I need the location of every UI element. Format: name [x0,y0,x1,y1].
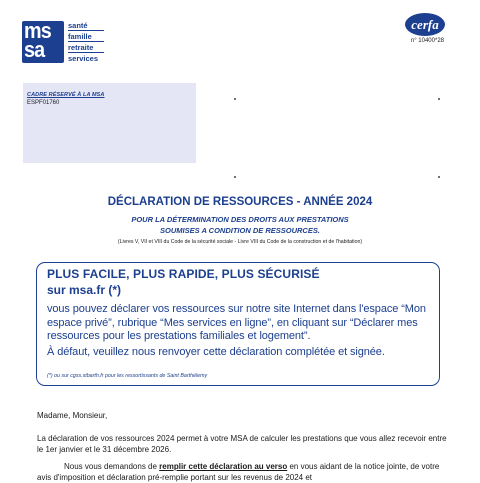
cerfa-number: n° 10400*28 [410,38,444,44]
online-declaration-callout [36,262,440,386]
logo-word-sante: santé [68,21,104,31]
letter-p2-link: remplir cette déclaration au verso [159,462,288,471]
msa-logo-letters-top: ms [24,21,51,43]
legal-reference: (Livres V, VII et VIII du Code de la sécurité sociale - Livre VIII du Code de la construction et de l'habitation) [117,239,363,245]
document-title: DÉCLARATION DE RESSOURCES - ANNÉE 2024 [107,196,373,208]
document-subtitle-line1: POUR LA DÉTERMINATION DES DROITS AUX PRESTATIONS [131,215,349,224]
callout-body-paragraph1: vous pouvez déclarer vos ressources sur notre site Internet dans l'espace “Mon espace privé”, rubrique “Mes services en ligne”, en cliquant sur “Déclarer mes ressources pour les prestations familiales et logement”. [47,303,426,342]
address-corner-mark [234,98,236,100]
logo-word-services: services [68,54,99,63]
msa-logo [22,21,104,63]
msa-logo-words [68,21,104,63]
document-subtitle-line2: SOUMISES A CONDITION DE RESSOURCES. [160,226,320,235]
letter-greeting: Madame, Monsieur, [37,411,108,420]
letter-paragraph1: La déclaration de vos ressources 2024 permet à votre MSA de calculer les prestations que vous allez recevoir entre le 1er janvier et le 31 décembre 2026. [37,434,447,454]
reserved-box-code: ESPF01760 [27,100,60,106]
letter-p2-rest: en vous aidant de la notice jointe, de votre avis d'imposition et déclaration pré-remplie portant sur les revenus de 2024 et [37,462,440,482]
letter-p2-lead: Nous vous demandons de [64,462,160,471]
msa-logo-letters-bottom: sa [24,37,45,62]
callout-heading: PLUS FACILE, PLUS RAPIDE, PLUS SÉCURISÉ [47,267,320,281]
address-corner-mark [438,176,440,178]
address-corner-mark [438,98,440,100]
callout-body-paragraph2: À défaut, veuillez nous renvoyer cette déclaration complétée et signée. [47,345,385,358]
logo-word-famille: famille [68,32,104,42]
address-corner-mark [234,176,236,178]
callout-body [47,303,437,359]
callout-website: sur msa.fr (*) [47,283,122,297]
reserved-box-title: CADRE RÉSERVÉ À LA MSA [27,92,105,98]
msa-logo-mark [22,21,64,63]
logo-word-retraite: retraite [68,43,104,53]
callout-footnote: (*) ou sur cgss.stbarth.fr pour les ressortissants de Saint Barthélemy [47,373,208,379]
reserved-msa-box [23,83,196,163]
cerfa-logo: cerfa [405,13,445,36]
